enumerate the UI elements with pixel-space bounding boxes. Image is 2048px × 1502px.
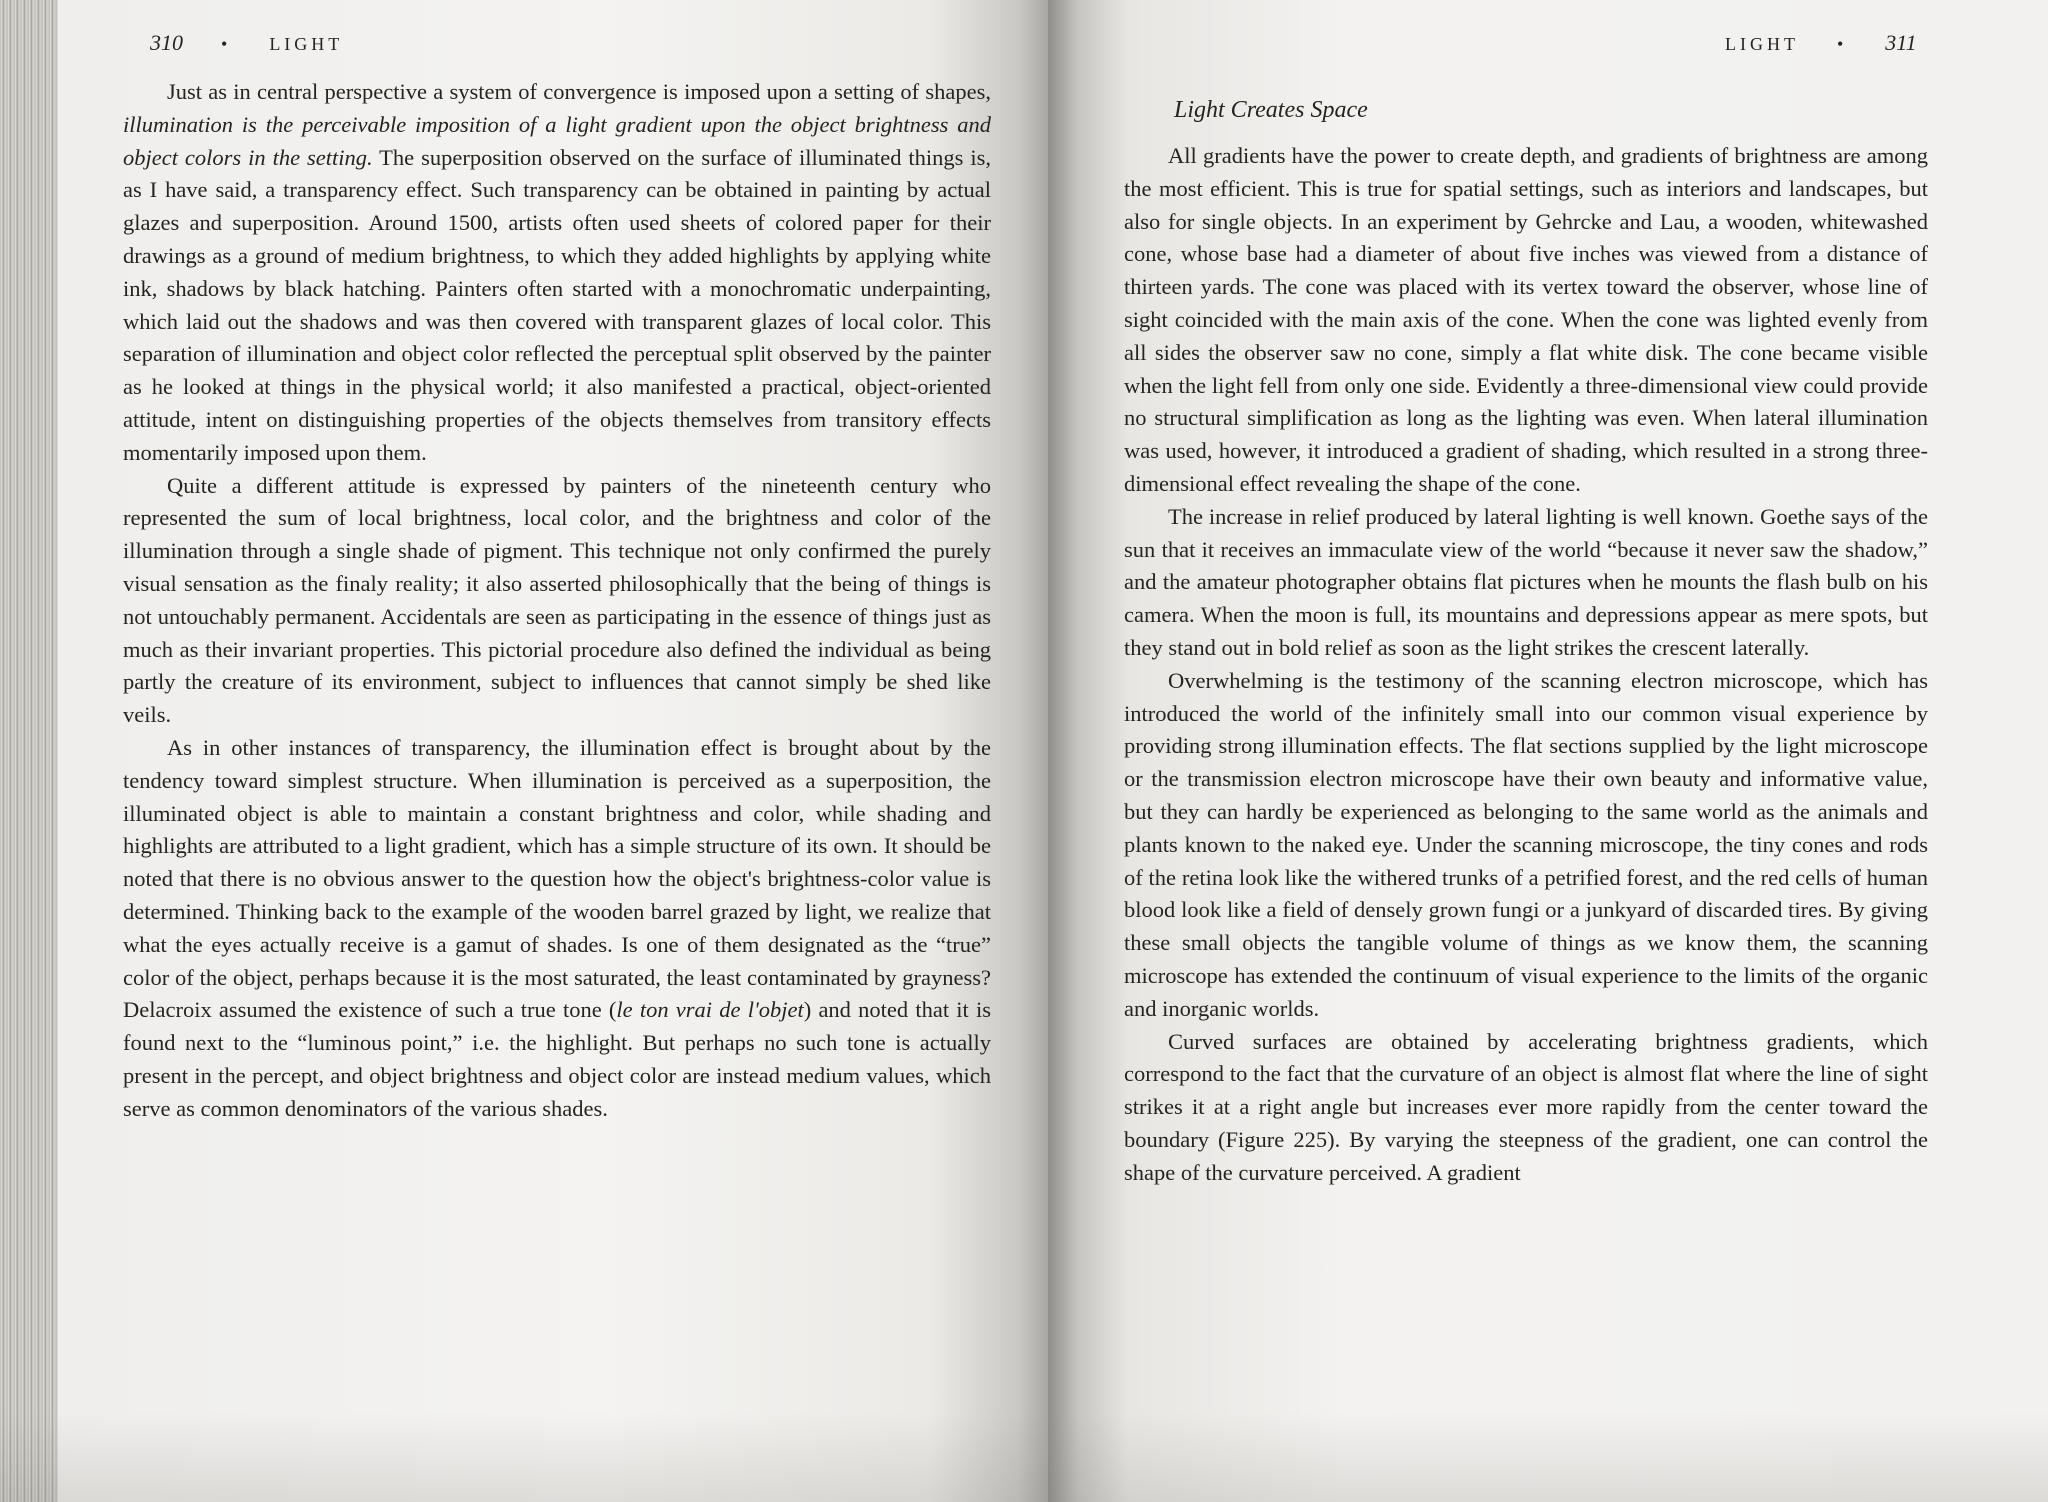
paragraph-text: ) and noted that it is found next to the “luminous point,” i.e. the highlight. But perhaps no such tone is actually present in the percept, and object brightness and object color are instead medium values, which serve as common denominators of the various shades. (123, 997, 991, 1121)
emphasized-text: illumination is the perceivable imposition of a light gradient upon the object brightness and object colors in the setting. (123, 111, 991, 170)
page-edges (0, 0, 58, 1502)
paragraph: The increase in relief produced by lateral lighting is well known. Goethe says of the sun that it receives an immaculate view of the world “because it never saw the shadow,” and the amateur photographer obtains flat pictures when he mounts the flash bulb on his camera. When the moon is full, its mountains and depressions appear as mere spots, but they stand out in bold relief as soon as the light strikes the crescent laterally. (1124, 503, 1928, 660)
paragraph-text: As in other instances of transparency, the illumination effect is brought about by the tendency toward simplest structure. When illumination is perceived as a superposition, the illuminated object is able to maintain a constant brightness and color, while shading and highlights are attributed to a light gradient, which has a simple structure of its own. It should be noted that there is no obvious answer to the question how the object's brightness-color value is determined. Thinking back to the example of the wooden barrel grazed by light, we realize that what the eyes actually receive is a gamut of shades. Is one of them designated as the “true” color of the object, perhaps because it is the most saturated, the least contaminated by grayness? Delacroix assumed the existence of such a true tone ( (123, 734, 991, 1023)
left-running-head (150, 30, 343, 56)
paragraph: All gradients have the power to create depth, and gradients of brightness are among the most efficient. This is true for spatial settings, such as interiors and landscapes, but also for single objects. In an experiment by Gehrcke and Lau, a wooden, whitewashed cone, whose base had a diameter of about five inches was viewed from a distance of thirteen yards. The cone was placed with its vertex toward the observer, whose line of sight coincided with the main axis of the cone. When the cone was lighted evenly from all sides the observer saw no cone, simply a flat white disk. The cone became visible when the light fell from only one side. Evidently a three-dimensional view could provide no structural simplification as long as the lighting was even. When lateral illumination was used, however, it introduced a gradient of shading, which resulted in a strong three-dimensional effect revealing the shape of the cone. (1124, 143, 1928, 496)
page-bottom-shadow (0, 1412, 2048, 1502)
right-body-text (1124, 140, 1928, 1190)
left-body-text (123, 76, 991, 1126)
paragraph: Curved surfaces are obtained by accelerating brightness gradients, which correspond to the fact that the curvature of an object is almost flat where the line of sight strikes it at a right angle but increases ever more rapidly from the center toward the boundary (Figure 225). By varying the steepness of the gradient, one can control the shape of the curvature perceived. A gradient (1124, 1028, 1928, 1185)
paragraph-text: Just as in central perspective a system of convergence is imposed upon a setting of shapes, (167, 79, 991, 104)
right-running-title: LIGHT (1725, 34, 1799, 54)
left-running-title: LIGHT (269, 34, 344, 54)
section-heading: Light Creates Space (1174, 97, 1368, 123)
right-running-head (1725, 30, 1917, 56)
paragraph-text: The superposition observed on the surface of illuminated things is, as I have said, a transparency effect. Such transparency can be obtained in painting by actual glazes and superposition. Around 1500, artists often used sheets of colored paper for their drawings as a ground of medium brightness, to which they added highlights by applying white ink, shadows by black hatching. Painters often started with a monochromatic underpainting, which laid out the shadows and was then covered with transparent glazes of local color. This separation of illumination and object color reflected the perceptual split observed by the painter as he looked at things in the physical world; it also manifested a practical, object-oriented attitude, intent on distinguishing properties of the objects themselves from transitory effects momentarily imposed upon them. (123, 144, 991, 465)
paragraph (123, 76, 991, 470)
header-bullet: • (221, 34, 232, 54)
right-page-number: 311 (1885, 30, 1917, 55)
header-bullet: • (1836, 34, 1848, 54)
paragraph: Overwhelming is the testimony of the scanning electron microscope, which has introduced the world of the infinitely small into our common visual experience by providing strong illumination effects. The flat sections supplied by the light microscope or the transmission electron microscope have their own beauty and informative value, but they can hardly be experienced as belonging to the same world as the animals and plants known to the naked eye. Under the scanning microscope, the tiny cones and rods of the retina look like the withered trunks of a petrified forest, and the red cells of human blood look like a field of densely grown fungi or a junkyard of discarded tires. By giving these small objects the tangible volume of things as we know them, the scanning microscope has extended the continuum of visual experience to the limits of the organic and inorganic worlds. (1124, 667, 1928, 1021)
paragraph: Quite a different attitude is expressed by painters of the nineteenth century who represented the sum of local brightness, local color, and the brightness and color of the illumination through a single shade of pigment. This technique not only confirmed the purely visual sensation as the finaly reality; it also asserted philosophically that the being of things is not untouchably permanent. Accidentals are seen as participating in the essence of things just as much as their invariant properties. This pictorial procedure also defined the individual as being partly the creature of its environment, subject to influences that cannot simply be shed like veils. (123, 472, 991, 728)
emphasized-text: le ton vrai de l'objet (616, 997, 804, 1023)
left-page-number: 310 (150, 30, 183, 55)
paragraph (123, 732, 991, 1126)
